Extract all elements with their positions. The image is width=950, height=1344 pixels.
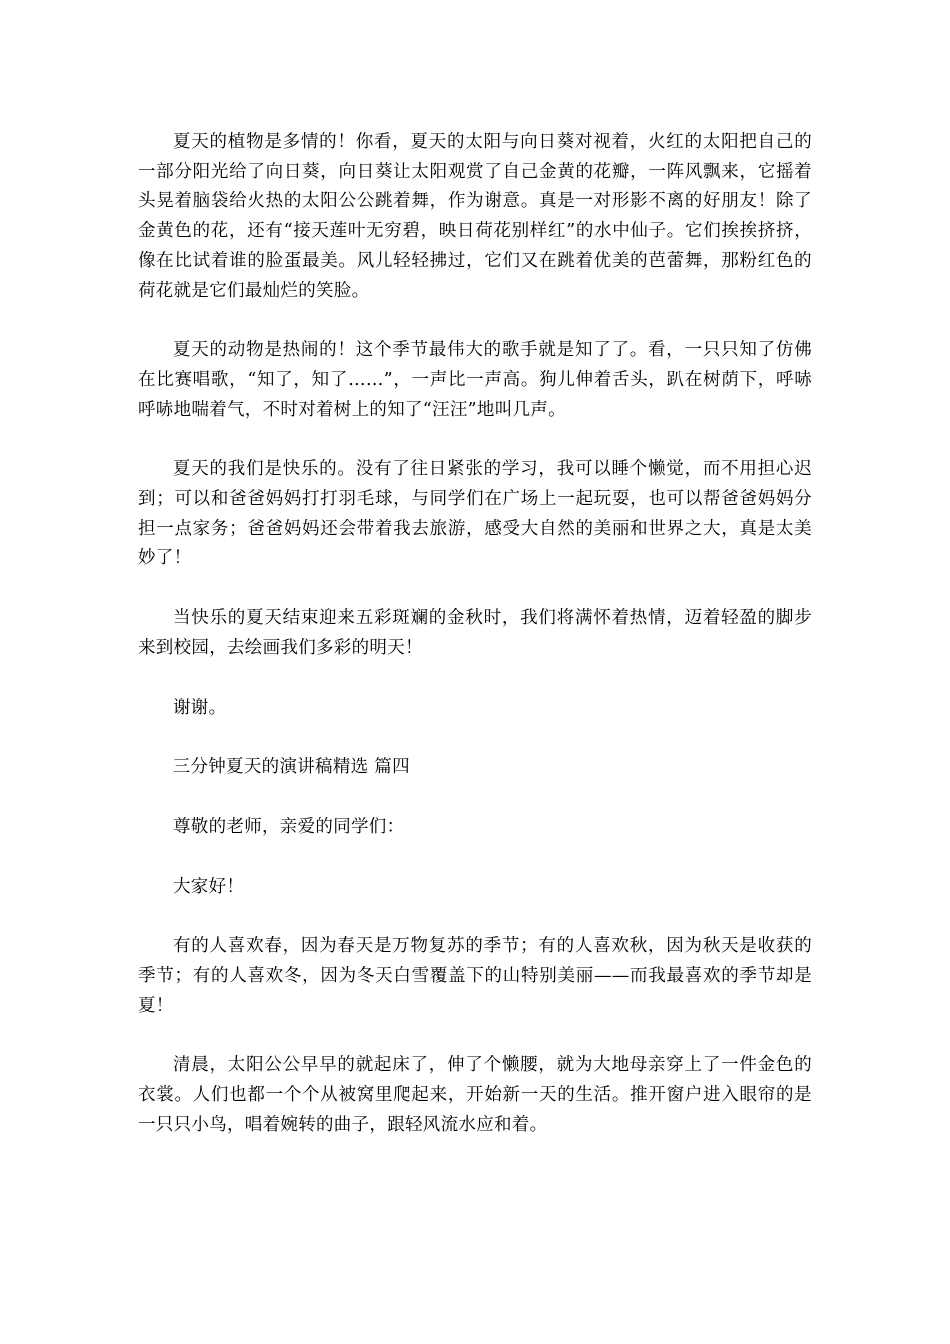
- paragraph-gap: [138, 425, 812, 455]
- paragraph-greeting: 尊敬的老师，亲爱的同学们：: [173, 816, 405, 837]
- paragraph-gap: [138, 783, 812, 813]
- section-title: 三分钟夏天的演讲稿精选 篇四: [172, 757, 410, 778]
- paragraph-gap: [138, 306, 812, 336]
- paragraph-seasons: 有的人喜欢春，因为春天是万物复苏的季节；有的人喜欢秋，因为秋天是收获的季节；有的人喜欢冬，因为冬天白雪覆盖下的山特别美丽——而我最喜欢的季节却是夏！: [138, 936, 812, 1016]
- paragraph-gap: [138, 902, 812, 932]
- paragraph-we-are-happy: 夏天的我们是快乐的。没有了往日紧张的学习，我可以睡个懒觉，而不用担心迟到；可以和爸爸妈妈打打羽毛球，与同学们在广场上一起玩耍，也可以帮爸爸妈妈分担一点家务；爸爸妈妈还会带着我去旅游，感受大自然的美丽和世界之大，真是太美妙了！: [138, 459, 812, 569]
- paragraph-gap: [138, 843, 812, 873]
- paragraph-plants: 夏天的植物是多情的！你看，夏天的太阳与向日葵对视着，火红的太阳把自己的一部分阳光给了向日葵，向日葵让太阳观赏了自己金黄的花瓣，一阵风飘来，它摇着头晃着脑袋给火热的太阳公公跳着舞，作为谢意。真是一对形影不离的好朋友！除了金黄色的花，还有“接天莲叶无穷碧，映日荷花别样红”的水中仙子。它们挨挨挤挤，像在比试着谁的脸蛋最美。风儿轻轻拂过，它们又在跳着优美的芭蕾舞，那粉红色的荷花就是它们最灿烂的笑脸。: [138, 132, 812, 301]
- paragraph-animals: 夏天的动物是热闹的！这个季节最伟大的歌手就是知了了。看，一只只知了仿佛在比赛唱歌，“知了，知了……”，一声比一声高。狗儿伸着舌头，趴在树荫下，呼哧呼哧地喘着气，不时对着树上的知了“汪汪”地叫几声。: [138, 340, 812, 420]
- document-body: [138, 128, 812, 1141]
- paragraph-gap: [138, 574, 812, 604]
- paragraph-hello: 大家好！: [173, 876, 245, 897]
- paragraph-gap: [138, 723, 812, 753]
- paragraph-morning: 清晨，太阳公公早早的就起床了，伸了个懒腰，就为大地母亲穿上了一件金色的衣裳。人们也都一个个从被窝里爬起来，开始新一天的生活。推开窗户进入眼帘的是一只只小鸟，唱着婉转的曲子，跟轻风流水应和着。: [138, 1055, 812, 1135]
- paragraph-gap: [138, 1021, 812, 1051]
- paragraph-thanks: 谢谢。: [173, 697, 227, 718]
- paragraph-autumn: 当快乐的夏天结束迎来五彩斑斓的金秋时，我们将满怀着热情，迈着轻盈的脚步来到校园，去绘画我们多彩的明天！: [138, 608, 812, 658]
- paragraph-gap: [138, 664, 812, 694]
